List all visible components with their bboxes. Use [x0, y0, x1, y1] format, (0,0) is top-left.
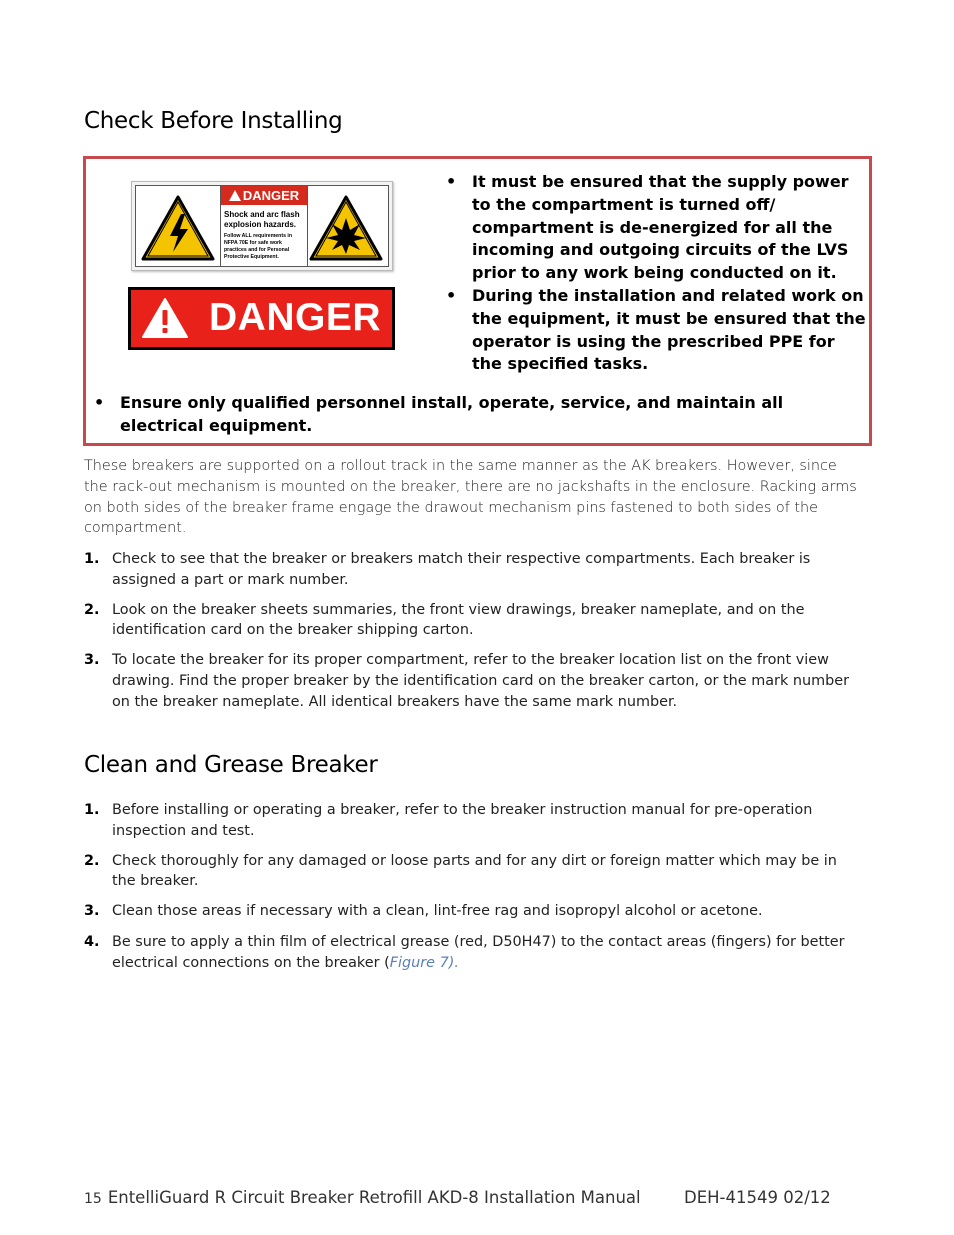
clean-steps-list	[84, 800, 864, 974]
page-footer	[84, 1188, 831, 1207]
list-item: 2. Look on the breaker sheets summaries, the front view drawings, breaker nameplate, and on the identification card on the breaker shipping carton.	[84, 601, 805, 639]
warning-bullet-list	[446, 171, 866, 376]
figure-7-link[interactable]: Figure 7).	[389, 954, 459, 971]
section-title-clean-and-grease: Clean and Grease Breaker	[84, 752, 378, 778]
list-item: 1. Before installing or operating a breaker, refer to the breaker instruction manual for pre-operation inspection and test.	[84, 802, 813, 839]
qualified-personnel-bullet	[94, 392, 854, 438]
danger-warning-box	[83, 156, 872, 446]
warning-triangle-icon	[141, 297, 189, 339]
page-number: 15	[84, 1191, 102, 1207]
danger-label-sticker	[131, 181, 393, 271]
check-steps-list	[84, 549, 864, 713]
body-paragraph: These breakers are supported on a rollout track in the same manner as the AK breakers. However, since the rack-out mechanism is mounted on the breaker, there are no jackshafts in the enclosure. Racking arms on both sides of the breaker frame engage the drawout mechanism pins fastened to both sides of the compartment.	[84, 458, 857, 537]
explosion-hazard-icon	[308, 194, 384, 262]
sticker-instruction-text: Follow ALL requirements in NFPA 70E for safe work practices and for Personal Protective Equipment.	[224, 233, 293, 260]
electric-shock-hazard-icon	[140, 194, 216, 262]
sticker-hazard-text: Shock and arc flash explosion hazards.	[224, 210, 300, 229]
list-item: 3. Clean those areas if necessary with a clean, lint-free rag and isopropyl alcohol or acetone.	[84, 903, 763, 920]
list-item: • It must be ensured that the supply power to the compartment is turned off/ compartment is de-energized for all the incoming and outgoing circuits of the LVS prior to any work being conducted on it.	[446, 172, 849, 283]
list-item: • During the installation and related work on the equipment, it must be ensured that the operator is using the prescribed PPE for the specified tasks.	[446, 285, 866, 374]
section-title-check-before-installing: Check Before Installing	[84, 108, 343, 134]
list-item: 4. Be sure to apply a thin film of electrical grease (red, D50H47) to the contact areas (fingers) for better electrical connections on the breaker (Figure 7).	[84, 933, 845, 971]
list-item: 3. To locate the breaker for its proper compartment, refer to the breaker location list on the front view drawing. Find the proper breaker by the identification card on the breaker carton, or the mark number on the breaker nameplate. All identical breakers have the same mark number.	[84, 652, 850, 710]
list-item: • Ensure only qualified personnel install, operate, service, and maintain all electrical equipment.	[94, 393, 784, 435]
list-item: 1. Check to see that the breaker or breakers match their respective compartments. Each breaker is assigned a part or mark number.	[84, 551, 811, 588]
sticker-danger-header: DANGER	[242, 188, 300, 203]
manual-title: EntelliGuard R Circuit Breaker Retrofill AKD-8 Installation Manual	[107, 1188, 641, 1207]
document-id: DEH-41549 02/12	[684, 1188, 831, 1207]
warning-triangle-icon	[229, 190, 241, 201]
list-item: 2. Check thoroughly for any damaged or loose parts and for any dirt or foreign matter which may be in the breaker.	[84, 852, 837, 890]
danger-sign-text: DANGER	[209, 296, 382, 339]
danger-sign	[128, 287, 395, 350]
